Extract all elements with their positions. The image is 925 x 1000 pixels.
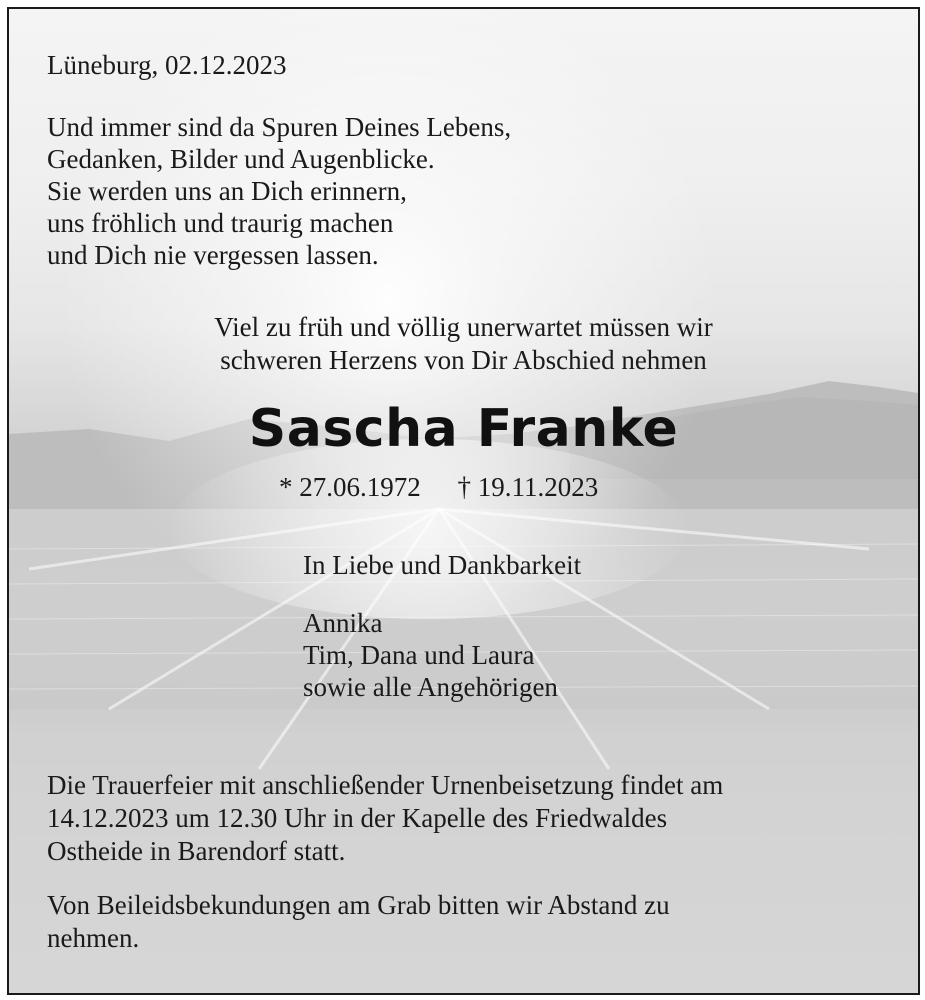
obituary-card (7, 7, 920, 995)
mourners-list (303, 607, 558, 703)
poem (47, 111, 511, 271)
life-dates (279, 471, 598, 503)
funeral-service-info (47, 769, 723, 868)
dateline: Lüneburg, 02.12.2023 (47, 50, 287, 80)
mourner: sowie alle Angehörigen (303, 672, 558, 702)
poem-line: und Dich nie vergessen lassen. (47, 240, 379, 270)
death-date: † 19.11.2023 (457, 472, 599, 502)
poem-line: Gedanken, Bilder und Augenblicke. (47, 144, 435, 174)
intro-line: schweren Herzens von Dir Abschied nehmen (220, 345, 707, 375)
mourner: Annika (303, 608, 383, 638)
service-line: Ostheide in Barendorf statt. (47, 836, 346, 866)
poem-line: uns fröhlich und traurig machen (47, 208, 394, 238)
farewell-intro (9, 311, 918, 377)
deceased-name: Sascha Franke (248, 399, 679, 459)
intro-line: Viel zu früh und völlig unerwartet müssen wir (214, 312, 713, 342)
poem-line: Sie werden uns an Dich erinnern, (47, 176, 407, 206)
birth-date: * 27.06.1972 (279, 472, 421, 502)
service-line: 14.12.2023 um 12.30 Uhr in der Kapelle des Friedwaldes (47, 803, 668, 833)
gratitude-line: In Liebe und Dankbarkeit (303, 550, 582, 580)
condolence-line: Von Beileidsbekundungen am Grab bitten wir Abstand zu (47, 890, 670, 920)
poem-line: Und immer sind da Spuren Deines Lebens, (47, 112, 512, 142)
condolence-line: nehmen. (47, 923, 140, 953)
condolence-note (47, 889, 670, 955)
service-line: Die Trauerfeier mit anschließender Urnenbeisetzung findet am (47, 770, 724, 800)
mourner: Tim, Dana und Laura (303, 640, 535, 670)
